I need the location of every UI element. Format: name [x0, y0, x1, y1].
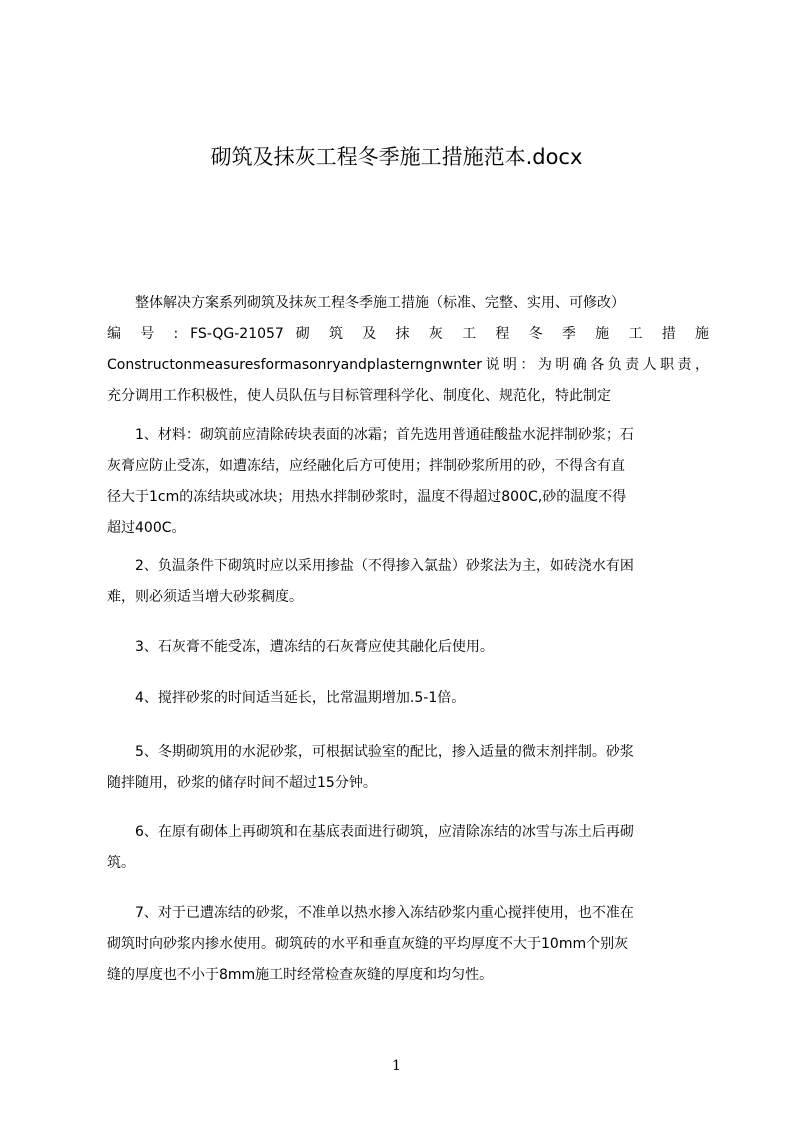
page-number: 1	[392, 1058, 401, 1074]
paragraph-line: 6、在原有砌体上再砌筑和在基底表面进行砌筑，应清除冻结的冰雪与冻土后再砌	[135, 824, 634, 840]
document-title: 砌筑及抹灰工程冬季施工措施范本.docx	[210, 145, 583, 169]
item-paragraph-5	[107, 737, 709, 799]
paragraph-line: 缝的厚度也不小于8mm施工时经常检查灰缝的厚度和均匀性。	[107, 967, 494, 983]
paragraph-line: 筑。	[107, 855, 135, 871]
paragraph-line: 超过400C。	[107, 520, 186, 536]
paragraph-line: 灰膏应防止受冻，如遭冻结，应经融化后方可使用；拌制砂浆所用的砂，不得含有直	[107, 458, 625, 474]
intro-line: 整体解决方案系列砌筑及抹灰工程冬季施工措施（标准、完整、实用、可修改）	[135, 295, 625, 311]
intro-line: 编 号 : FS-QG-21057 砌 筑 及 抹 灰 工 程 冬 季 施 工 措 施	[107, 326, 709, 342]
intro-line: 充分调用工作积极性，使人员队伍与目标管理科学化、制度化、规范化，特此制定	[107, 388, 611, 404]
item-paragraph-1	[107, 420, 709, 544]
paragraph-line: 径大于1cm的冻结块或冰块；用热水拌制砂浆时，温度不得超过800C,砂的温度不得	[107, 489, 627, 505]
item-paragraph-3	[107, 632, 709, 663]
paragraph-line: 5、冬期砌筑用的水泥砂浆，可根据试验室的配比，掺入适量的微末剂拌制。砂浆	[135, 744, 634, 760]
intro-paragraph	[107, 288, 709, 412]
paragraph-line: 7、对于已遭冻结的砂浆，不准单以热水掺入冻结砂浆内重心搅拌使用，也不准在	[135, 905, 634, 921]
item-paragraph-4	[107, 683, 709, 714]
paragraph-line: 3、石灰膏不能受冻，遭冻结的石灰膏应使其融化后使用。	[135, 639, 494, 655]
paragraph-line: 难，则必须适当增大砂浆稠度。	[107, 589, 303, 605]
item-paragraph-7	[107, 898, 709, 991]
paragraph-line: 1、材料：砌筑前应清除砖块表面的冰霜；首先选用普通硅酸盐水泥拌制砂浆；石	[135, 427, 634, 443]
paragraph-line: 2、负温条件下砌筑时应以采用掺盐（不得掺入氯盐）砂浆法为主，如砖浇水有困	[135, 558, 634, 574]
paragraph-line: 随拌随用，砂浆的储存时间不超过15分钟。	[107, 775, 377, 791]
intro-line: Constructonmeasuresformasonryandplasterngnwnter说明：为明确各负责人职责，	[107, 357, 709, 373]
paragraph-line: 砌筑时向砂浆内掺水使用。砌筑砖的水平和垂直灰缝的平均厚度不大于10mm个别灰	[107, 936, 629, 952]
item-paragraph-2	[107, 551, 709, 613]
paragraph-line: 4、搅拌砂浆的时间适当延长，比常温期增加.5-1倍。	[135, 690, 466, 706]
item-paragraph-6	[107, 817, 709, 879]
